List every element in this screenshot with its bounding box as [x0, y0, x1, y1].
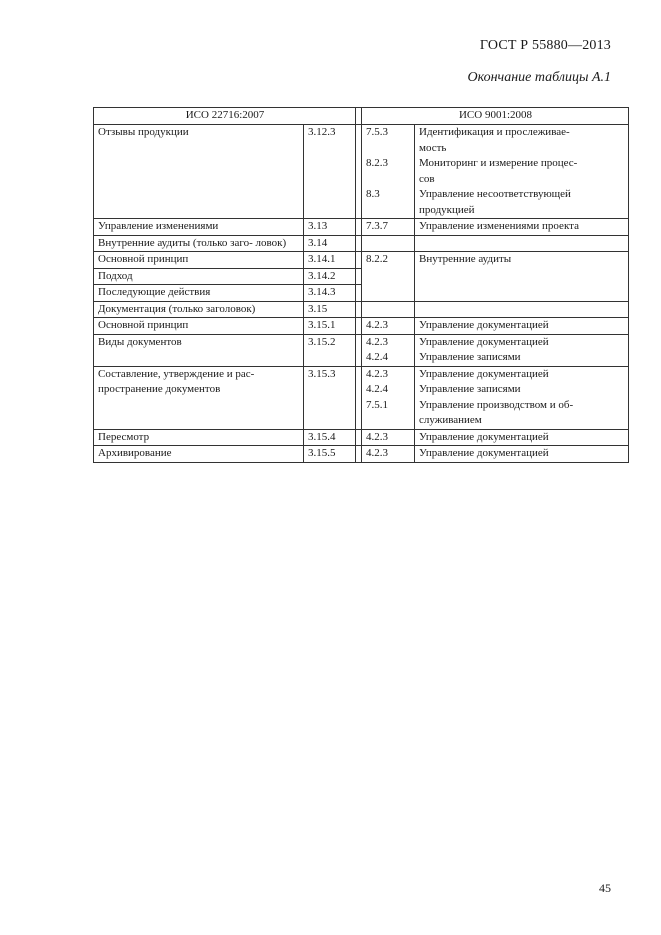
iso22716-section-number: 3.15.5 — [304, 446, 356, 463]
iso22716-section-name: Последующие действия — [94, 285, 304, 302]
table-row — [94, 429, 629, 446]
column-gap — [356, 285, 362, 302]
clause-number-line: 4.2.3 — [366, 447, 388, 459]
clause-number-line — [366, 203, 411, 219]
iso9001-clause-name — [415, 125, 629, 219]
iso22716-section-name: Основной принцип — [94, 318, 304, 335]
iso9001-clause-number — [362, 334, 415, 366]
iso9001-clause-name — [415, 235, 629, 252]
iso22716-section-name: Пересмотр — [94, 429, 304, 446]
clause-name-line: служиванием — [419, 414, 482, 426]
clause-number-line: 7.5.3 — [366, 126, 388, 138]
iso9001-clause-name — [415, 334, 629, 366]
clause-name-line: продукцией — [419, 203, 475, 216]
document-code: ГОСТ Р 55880—2013 — [479, 38, 611, 53]
iso9001-clause-name — [415, 366, 629, 429]
iso22716-section-name: Основной принцип — [94, 252, 304, 269]
iso9001-clause-name — [415, 429, 629, 446]
clause-number-line: 8.2.2 — [366, 253, 388, 265]
table-body — [94, 125, 629, 463]
iso22716-section-number: 3.15.4 — [304, 429, 356, 446]
iso22716-section-name: Управление изменениями — [94, 219, 304, 236]
clause-number-line: 8.3 — [366, 188, 380, 200]
iso9001-clause-number — [362, 446, 415, 463]
table-header-row — [94, 108, 629, 125]
iso9001-clause-number — [362, 429, 415, 446]
clause-name-line: Управление документацией — [419, 430, 549, 443]
iso22716-section-number: 3.15.3 — [304, 366, 356, 429]
clause-name-line: Управление документацией — [419, 367, 549, 380]
table-row — [94, 252, 629, 269]
iso9001-clause-number — [362, 219, 415, 236]
clause-number-line — [366, 141, 411, 157]
clause-name-line: Управление производством и об- — [419, 398, 574, 411]
iso9001-clause-number — [362, 235, 415, 252]
page-number: 45 — [599, 881, 611, 895]
clause-number-line: 7.5.1 — [366, 398, 388, 411]
iso9001-clause-number — [362, 318, 415, 335]
iso22716-section-name: Отзывы продукции — [94, 125, 304, 219]
iso22716-section-number: 3.15 — [304, 301, 356, 318]
iso22716-section-number: 3.12.3 — [304, 125, 356, 219]
clause-name-line: Мониторинг и измерение процес- — [419, 157, 578, 169]
clause-number-line: 4.2.4 — [366, 383, 388, 395]
clause-number-line: 4.2.3 — [366, 430, 388, 443]
clause-name-line: Управление изменениями проекта — [419, 220, 579, 232]
table-row — [94, 301, 629, 318]
iso22716-section-number: 3.15.1 — [304, 318, 356, 335]
table-row — [94, 235, 629, 252]
column-header-iso22716: ИСО 22716:2007 — [94, 108, 356, 125]
table-row — [94, 366, 629, 429]
clause-name-line: Управление записями — [419, 351, 521, 363]
clause-name-line: Управление несоответствующей — [419, 188, 571, 200]
iso22716-section-number: 3.14.1 — [304, 252, 356, 269]
iso9001-clause-name — [415, 301, 629, 318]
clause-name-line: Внутренние аудиты — [419, 253, 512, 265]
iso9001-clause-number — [362, 366, 415, 429]
iso22716-section-number: 3.13 — [304, 219, 356, 236]
clause-name-line: мость — [419, 141, 447, 154]
clause-number-line: 7.3.7 — [366, 220, 388, 232]
clause-name-line: Управление записями — [419, 383, 521, 395]
clause-name-line: Управление документацией — [419, 319, 549, 331]
clause-number-line: 4.2.3 — [366, 335, 388, 348]
iso22716-section-name: Подход — [94, 268, 304, 285]
table-row — [94, 125, 629, 219]
clause-name-line: Управление документацией — [419, 335, 549, 348]
iso9001-clause-number — [362, 125, 415, 219]
iso22716-section-name: Составление, утверждение и рас- пространение документов — [94, 366, 304, 429]
iso22716-section-number: 3.15.2 — [304, 334, 356, 366]
clause-number-line — [366, 172, 411, 188]
column-gap — [356, 268, 362, 285]
iso9001-clause-name — [415, 318, 629, 335]
clause-name-line: сов — [419, 172, 435, 185]
clause-number-line: 8.2.3 — [366, 157, 388, 169]
clause-number-line — [366, 413, 411, 429]
clause-name-line: Идентификация и прослеживае- — [419, 126, 570, 138]
iso9001-clause-name — [415, 446, 629, 463]
table-row — [94, 318, 629, 335]
iso9001-clause-name — [415, 252, 629, 302]
clause-number-line: 4.2.3 — [366, 367, 388, 380]
clause-number-line: 4.2.3 — [366, 319, 388, 331]
correspondence-table — [93, 107, 629, 463]
table-row — [94, 446, 629, 463]
iso22716-section-number: 3.14.3 — [304, 285, 356, 302]
clause-number-line: 4.2.4 — [366, 351, 388, 363]
iso9001-clause-number — [362, 252, 415, 302]
table-row — [94, 334, 629, 366]
table-caption: Окончание таблицы А.1 — [467, 70, 611, 85]
table-row — [94, 219, 629, 236]
iso22716-section-name: Внутренние аудиты (только заго- ловок) — [94, 235, 304, 252]
iso9001-clause-name — [415, 219, 629, 236]
iso9001-clause-number — [362, 301, 415, 318]
iso22716-section-number: 3.14.2 — [304, 268, 356, 285]
iso22716-section-name: Документация (только заголовок) — [94, 301, 304, 318]
iso22716-section-number: 3.14 — [304, 235, 356, 252]
iso22716-section-name: Архивирование — [94, 446, 304, 463]
iso22716-section-name: Виды документов — [94, 334, 304, 366]
clause-name-line: Управление документацией — [419, 447, 549, 459]
column-header-iso9001: ИСО 9001:2008 — [362, 108, 629, 125]
